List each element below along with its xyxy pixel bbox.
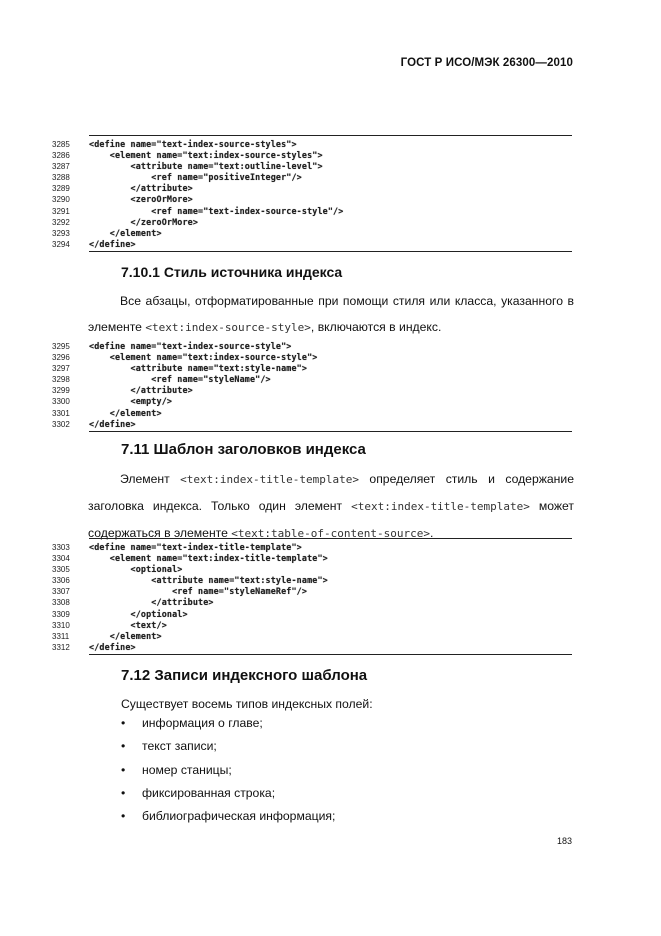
code-text: </attribute>: [89, 183, 193, 194]
line-number: 3285: [52, 140, 70, 149]
bullet-icon: •: [121, 785, 126, 800]
code-block-bottom-rule: [89, 431, 572, 432]
text-run: Все абзацы, отформатированные при помощи стиля или класса, указанного в элементе: [88, 294, 574, 334]
code-text: <text/>: [89, 619, 167, 630]
list-item: [121, 735, 335, 758]
line-number: 3307: [52, 587, 70, 597]
inline-code: <text:index-title-template>: [180, 473, 359, 486]
line-number: 3296: [52, 353, 70, 363]
line-number: 3308: [52, 598, 70, 608]
index-field-types-list: [121, 712, 335, 828]
code-text: <attribute name="text:style-name">: [89, 363, 308, 374]
code-text: </attribute>: [89, 597, 214, 608]
code-text: <define name="text-index-source-style">: [89, 341, 292, 351]
code-text: <ref name="styleNameRef"/>: [89, 586, 308, 597]
line-number: 3311: [52, 631, 70, 641]
line-number: 3291: [52, 206, 70, 216]
page-header: ГОСТ Р ИСО/МЭК 26300—2010: [400, 57, 573, 69]
line-number: 3297: [52, 364, 70, 374]
code-line: [52, 374, 572, 385]
code-line: [52, 586, 572, 597]
code-text: </zeroOrMore>: [89, 216, 199, 227]
line-number: 3302: [52, 419, 70, 429]
line-number: 3286: [52, 151, 70, 161]
code-text: <define name="text-index-title-template">: [89, 542, 302, 552]
code-line: [52, 631, 572, 642]
code-lines: [52, 139, 572, 250]
code-line: [52, 575, 572, 586]
list-item-text: библиографическая информация;: [142, 809, 336, 824]
code-line: [52, 194, 572, 205]
list-item-text: информация о главе;: [142, 716, 263, 730]
list-item-text: фиксированная строка;: [142, 785, 276, 800]
code-line: [52, 352, 572, 363]
line-number: 3299: [52, 386, 70, 396]
line-number: 3295: [52, 342, 70, 351]
list-item: [121, 805, 335, 828]
line-number: 3309: [52, 609, 70, 619]
line-number: 3310: [52, 620, 70, 630]
inline-code: <text:table-of-content-source>: [231, 527, 430, 540]
line-number: 3290: [52, 195, 70, 205]
page-number: 183: [556, 836, 572, 846]
code-lines: [52, 341, 572, 430]
line-number: 3304: [52, 554, 70, 564]
line-number: 3287: [52, 162, 70, 172]
line-number: 3312: [52, 642, 70, 652]
code-line: [52, 553, 572, 564]
line-number: 3306: [52, 576, 70, 586]
code-line: [52, 239, 572, 250]
code-line: [52, 620, 572, 631]
code-text: </define>: [89, 418, 136, 429]
code-line: [52, 408, 572, 419]
code-text: </element>: [89, 630, 162, 641]
bullet-icon: •: [121, 762, 126, 777]
code-text: </define>: [89, 641, 136, 652]
code-line: [52, 161, 572, 172]
code-text: <ref name="positiveInteger"/>: [89, 172, 302, 183]
code-text: <define name="text-index-source-styles">: [89, 139, 297, 149]
bullet-icon: •: [121, 739, 126, 754]
code-line: [52, 609, 572, 620]
code-block-bottom-rule: [89, 654, 572, 655]
text-run: определяет стиль и содержание заголовка индекса. Только один элемент: [88, 472, 574, 513]
code-line: [52, 139, 572, 150]
code-line: [52, 172, 572, 183]
code-block-bottom-rule: [89, 251, 572, 252]
code-line: [52, 597, 572, 608]
line-number: 3288: [52, 173, 70, 183]
bullet-icon: •: [121, 809, 126, 824]
line-number: 3289: [52, 184, 70, 194]
list-intro: Существует восемь типов индексных полей:: [121, 697, 373, 711]
code-line: [52, 228, 572, 239]
list-item: [121, 712, 335, 735]
code-lines: [52, 542, 572, 653]
bullet-icon: •: [121, 716, 126, 730]
code-text: </optional>: [89, 608, 188, 619]
code-text: <optional>: [89, 564, 183, 575]
line-number: 3292: [52, 217, 70, 227]
text-run: , включаются в индекс.: [310, 320, 442, 334]
code-text: <ref name="styleName"/>: [89, 374, 271, 385]
code-text: </element>: [89, 407, 162, 418]
code-block: [52, 538, 572, 655]
code-line: [52, 642, 572, 653]
code-line: [52, 217, 572, 228]
code-line: [52, 542, 572, 553]
code-line: [52, 564, 572, 575]
code-text: <ref name="text-index-source-style"/>: [89, 205, 344, 216]
line-number: 3305: [52, 565, 70, 575]
line-number: 3298: [52, 375, 70, 385]
code-line: [52, 419, 572, 430]
line-number: 3293: [52, 228, 70, 238]
line-number: 3301: [52, 408, 70, 418]
code-text: <element name="text:index-title-template">: [89, 553, 328, 564]
list-item: [121, 759, 335, 782]
section-heading-7-10-1: 7.10.1 Стиль источника индекса: [121, 264, 343, 280]
code-text: <empty/>: [89, 396, 173, 407]
code-text: </define>: [89, 238, 136, 249]
code-line: [52, 341, 572, 352]
list-item-text: текст записи;: [142, 739, 217, 754]
list-item-text: номер станицы;: [142, 762, 232, 777]
section-heading-7-11: 7.11 Шаблон заголовков индекса: [121, 441, 366, 458]
code-text: </attribute>: [89, 385, 193, 396]
code-block: [52, 135, 572, 252]
text-run: может содержаться в элементе: [88, 499, 574, 540]
code-text: <attribute name="text:style-name">: [89, 575, 328, 586]
code-line: [52, 206, 572, 217]
code-line: [52, 396, 572, 407]
code-block: [52, 338, 572, 432]
line-number: 3303: [52, 543, 70, 552]
code-line: [52, 385, 572, 396]
code-line: [52, 150, 572, 161]
inline-code: <text:index-title-template>: [351, 500, 530, 513]
list-item: [121, 782, 335, 805]
text-run: Элемент: [120, 472, 181, 486]
line-number: 3294: [52, 239, 70, 249]
code-text: <zeroOrMore>: [89, 194, 193, 205]
code-line: [52, 363, 572, 374]
code-text: <element name="text:index-source-style">: [89, 352, 318, 363]
code-block-top-rule: [89, 135, 572, 136]
text-run: .: [429, 526, 434, 540]
inline-code: <text:index-source-style>: [145, 321, 311, 334]
code-text: </element>: [89, 227, 162, 238]
paragraph: [88, 466, 574, 547]
section-heading-7-12: 7.12 Записи индексного шаблона: [121, 667, 368, 684]
line-number: 3300: [52, 397, 70, 407]
code-text: <attribute name="text:outline-level">: [89, 161, 323, 172]
paragraph: [88, 288, 574, 341]
code-line: [52, 183, 572, 194]
code-text: <element name="text:index-source-styles">: [89, 150, 323, 161]
code-block-top-rule: [89, 538, 572, 539]
